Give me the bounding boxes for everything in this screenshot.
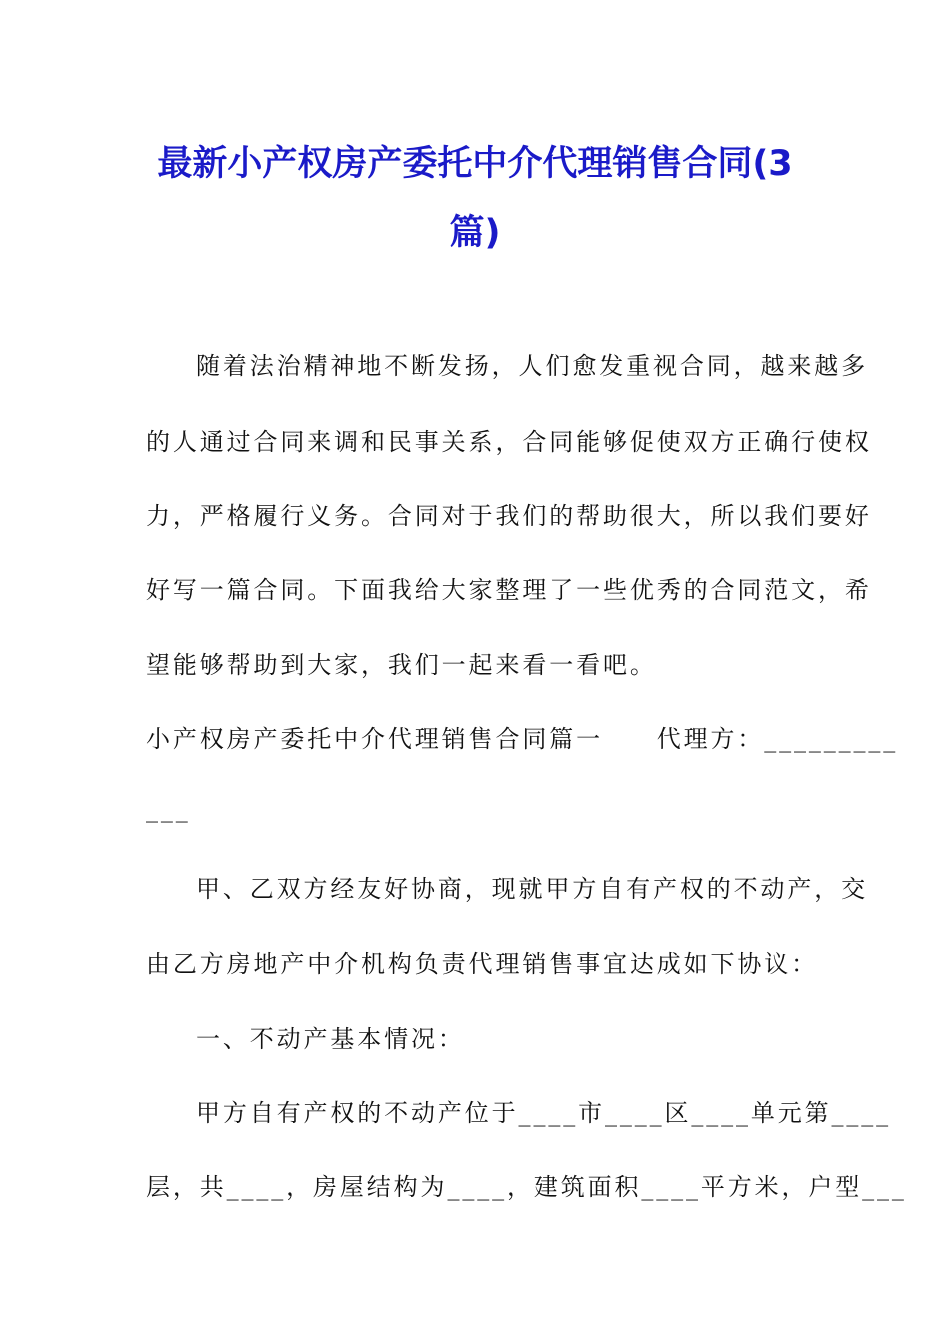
agreement-paragraph-line-1: 甲、乙双方经友好协商，现就甲方自有产权的不动产，交 [196,875,868,903]
intro-paragraph-line-2: 的人通过合同来调和民事关系，合同能够促使双方正确行使权 [146,428,872,456]
intro-paragraph-line-1: 随着法治精神地不断发扬，人们愈发重视合同，越来越多 [196,352,868,380]
section-heading-agent-line: 小产权房产委托中介代理销售合同篇一 代理方：_________ [146,725,899,753]
intro-paragraph-line-5: 望能够帮助到大家，我们一起来看一看吧。 [146,651,657,679]
agreement-paragraph-line-2: 由乙方房地产中介机构负责代理销售事宜达成如下协议： [146,950,818,978]
document-title-line-1: 最新小产权房产委托中介代理销售合同(3 [157,144,793,184]
property-details-line-2: 层，共____，房屋结构为____，建筑面积____平方米，户型___ [146,1173,907,1201]
intro-paragraph-line-3: 力，严格履行义务。合同对于我们的帮助很大，所以我们要好 [146,502,872,530]
document-title-line-2: 篇) [449,213,501,253]
agent-blank-continuation: ___ [146,795,191,823]
clause-heading-1: 一、不动产基本情况： [196,1025,465,1053]
property-details-line-1: 甲方自有产权的不动产位于____市____区____单元第____ [196,1099,892,1127]
intro-paragraph-line-4: 好写一篇合同。下面我给大家整理了一些优秀的合同范文，希 [146,576,872,604]
